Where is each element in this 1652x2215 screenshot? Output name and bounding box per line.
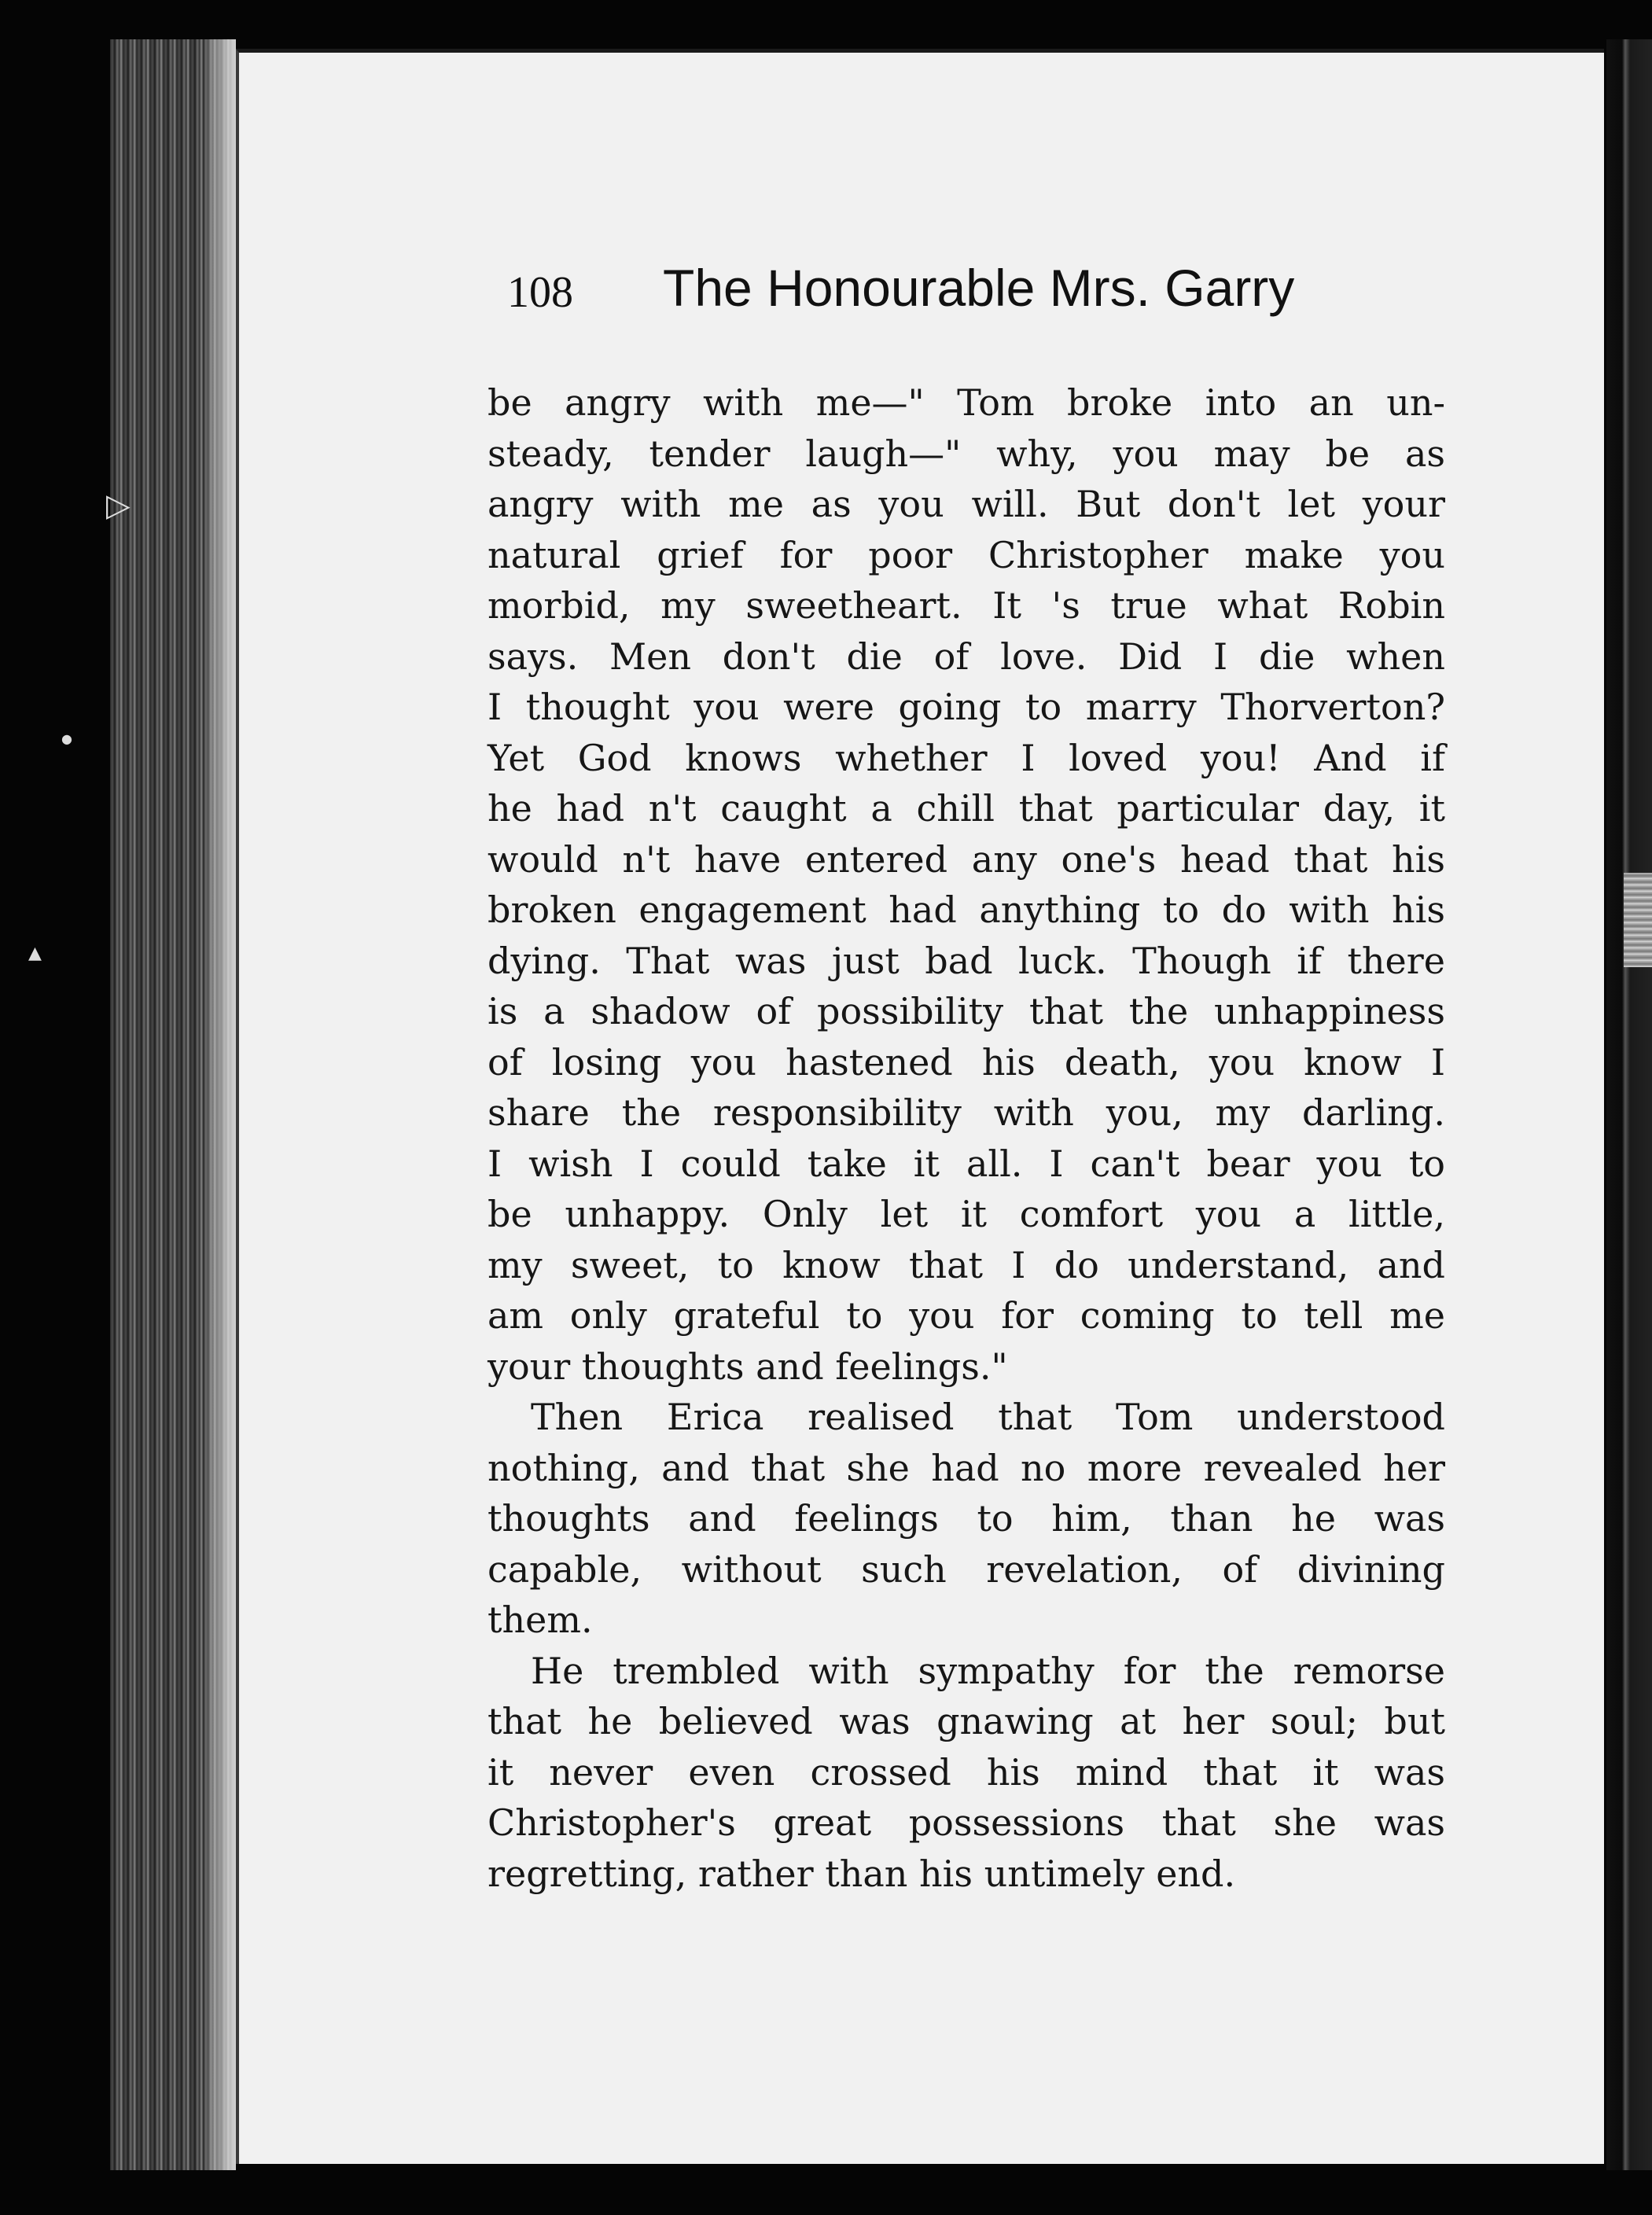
text-line: He trembled with sympathy for the remorse xyxy=(531,1649,1445,1692)
text-line: says. Men don't die of love. Did I die when xyxy=(488,635,1445,678)
text-line: of losing you hastened his death, you know I xyxy=(488,1040,1445,1084)
text-line: be angry with me—" Tom broke into an un- xyxy=(488,381,1445,424)
running-head xyxy=(507,258,1309,337)
text-line: angry with me as you will. But don't let your xyxy=(488,483,1445,525)
page-number: 108 xyxy=(507,268,573,317)
book-title: The Honourable Mrs. Garry xyxy=(663,259,1295,317)
text-line: he had n't caught a chill that particular day, it xyxy=(488,787,1445,830)
text-line: my sweet, to know that I do understand, and xyxy=(488,1243,1445,1286)
text-line: be unhappy. Only let it comfort you a little, xyxy=(488,1193,1445,1235)
right-edge-tab xyxy=(1624,873,1652,967)
text-line: morbid, my sweetheart. It 's true what Robin xyxy=(488,584,1445,627)
paragraph xyxy=(488,1392,1445,1646)
text-line: it never even crossed his mind that it was xyxy=(488,1750,1445,1794)
text-line: steady, tender laugh—" why, you may be as xyxy=(488,432,1445,475)
text-line: capable, without such revelation, of divining xyxy=(488,1547,1445,1591)
text-line: natural grief for poor Christopher make you xyxy=(488,533,1445,576)
margin-mark: ▷ xyxy=(106,488,131,524)
margin-dot: ● xyxy=(61,731,72,746)
text-line: dying. That was just bad luck. Though if there xyxy=(488,939,1445,982)
text-line: thoughts and feelings to him, than he was xyxy=(488,1497,1445,1540)
text-line: am only grateful to you for coming to tell me xyxy=(488,1294,1445,1337)
text-line: I wish I could take it all. I can't bear you to xyxy=(488,1142,1445,1185)
text-line: share the responsibility with you, my darling. xyxy=(488,1091,1445,1134)
text-line: Yet God knows whether I loved you! And if xyxy=(488,736,1445,779)
text-line: Christopher's great possessions that she was xyxy=(488,1801,1445,1844)
right-binding-edge xyxy=(1606,39,1652,2170)
page-edge-shadow xyxy=(204,39,236,2170)
margin-mark: ▲ xyxy=(28,944,42,963)
text-line: your thoughts and feelings." xyxy=(488,1345,1008,1388)
text-line: would n't have entered any one's head that his xyxy=(488,837,1445,881)
text-line: I thought you were going to marry Thorverton? xyxy=(488,686,1445,728)
text-line: broken engagement had anything to do with his xyxy=(488,889,1445,931)
text-line: regretting, rather than his untimely end. xyxy=(488,1852,1236,1895)
paragraph xyxy=(488,1646,1445,1900)
paragraph xyxy=(488,377,1445,1392)
text-line: Then Erica realised that Tom understood xyxy=(531,1396,1445,1438)
text-line: them. xyxy=(488,1599,593,1641)
body-text xyxy=(488,377,1445,1899)
text-line: that he believed was gnawing at her soul; but xyxy=(488,1700,1445,1742)
text-line: is a shadow of possibility that the unhappiness xyxy=(488,990,1445,1032)
text-line: nothing, and that she had no more revealed her xyxy=(488,1446,1445,1489)
